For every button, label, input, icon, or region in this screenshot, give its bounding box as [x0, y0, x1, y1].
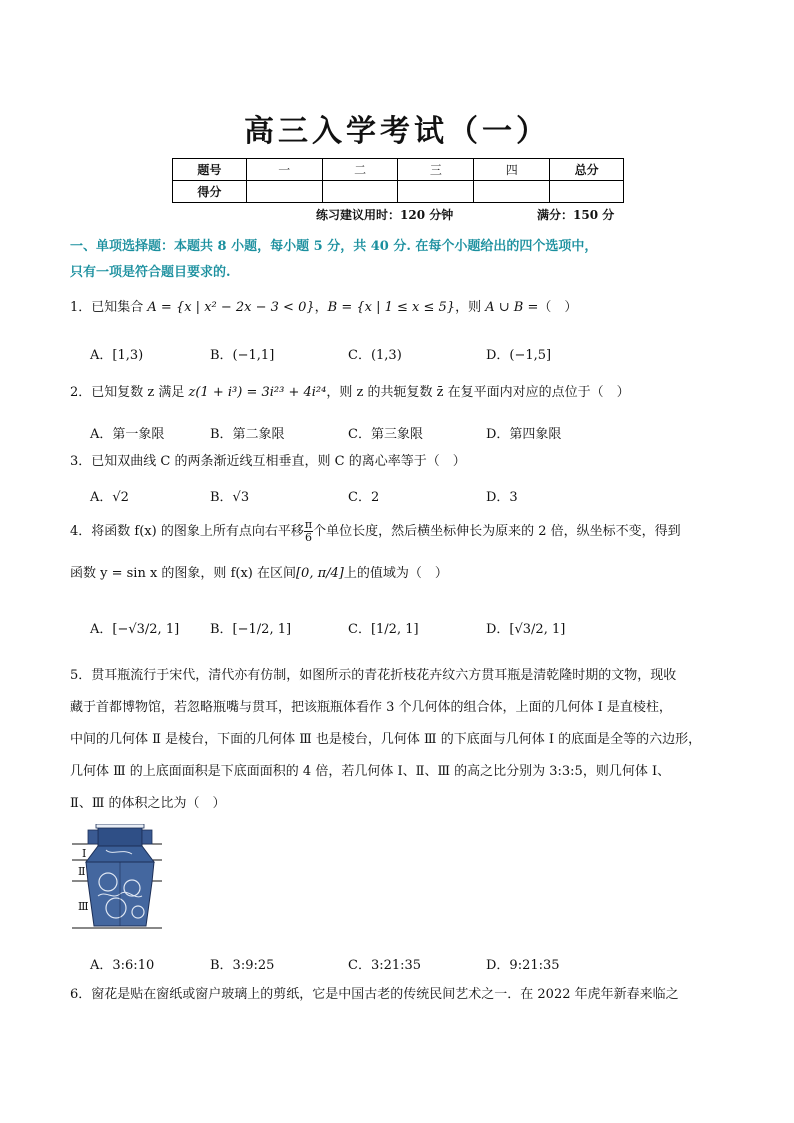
score-input-cell[interactable] — [474, 181, 550, 203]
page-title: 高三入学考试（一） — [244, 114, 550, 149]
question-line: 中间的几何体 Ⅱ 是棱台，下面的几何体 Ⅲ 也是棱台，几何体 Ⅲ 的下底面与几何体 Ⅰ 的底面是全等的六边形， — [70, 732, 702, 747]
question-3 — [70, 447, 732, 477]
score-table-header-row — [173, 159, 624, 181]
question-4 — [70, 517, 732, 547]
option-c[interactable]: C．3:21:35 — [348, 958, 422, 973]
option-a[interactable]: A．[−√3/2, 1] — [90, 622, 180, 637]
option-b[interactable]: B．√3 — [210, 490, 250, 505]
suggested-time: 练习建议用时：120 分钟 — [316, 208, 454, 222]
score-input-cell[interactable] — [322, 181, 398, 203]
option-c[interactable]: C．第三象限 — [348, 427, 423, 442]
question-1 — [70, 293, 732, 323]
question-text: 3．已知双曲线 C 的两条渐近线互相垂直，则 C 的离心率等于（ ） — [70, 454, 466, 469]
question-text: ， — [314, 300, 328, 315]
score-input-cell[interactable] — [398, 181, 474, 203]
fraction-denominator: 6 — [304, 531, 312, 544]
option-d[interactable]: D．9:21:35 — [486, 958, 560, 973]
question-text: 个单位长度，然后横坐标伸长为原来的 2 倍，纵坐标不变，得到 — [313, 524, 681, 539]
figure-label-1: Ⅰ — [82, 847, 87, 860]
option-c[interactable]: C．2 — [348, 490, 380, 505]
option-c[interactable]: C．(1,3) — [348, 348, 402, 363]
option-d[interactable]: D．3 — [486, 490, 518, 505]
fraction-numerator: π — [304, 518, 313, 531]
full-score: 满分：150 分 — [537, 208, 615, 222]
option-a[interactable]: A．[1,3) — [90, 348, 144, 363]
math-expression: A ∪ B — [485, 300, 524, 315]
figure-label-3: Ⅲ — [78, 900, 89, 913]
question-5 — [70, 660, 732, 820]
score-input-cell[interactable] — [550, 181, 624, 203]
score-cell: 四 — [474, 159, 550, 181]
math-expression: A = {x | x² − 2x − 3 < 0} — [147, 300, 315, 315]
option-a[interactable]: A．第一象限 — [90, 427, 165, 442]
question-4-line2 — [70, 559, 732, 589]
question-line: 藏于首都博物馆，若忽略瓶嘴与贯耳，把该瓶瓶体看作 3 个几何体的组合体，上面的几何体 Ⅰ 是直棱柱， — [70, 700, 672, 715]
math-expression: [0, π/4] — [295, 566, 344, 581]
question-text: ，则 z 的共轭复数 z̄ 在复平面内对应的点位于（ ） — [326, 385, 630, 400]
option-b[interactable]: B．3:9:25 — [210, 958, 275, 973]
option-d[interactable]: D．(−1,5] — [486, 348, 552, 363]
question-text: 函数 y = sin x 的图象，则 f(x) 在区间 — [70, 566, 296, 581]
score-cell: 题号 — [173, 159, 247, 181]
section-heading — [70, 234, 730, 286]
section-heading-line: 一、单项选择题：本题共 8 小题，每小题 5 分，共 40 分. 在每个小题给出的四个选项中， — [70, 239, 598, 254]
math-expression: z(1 + i³) = 3i²³ + 4i²⁴ — [188, 385, 327, 400]
score-cell: 一 — [246, 159, 322, 181]
score-table — [172, 158, 624, 203]
vase-ear-right — [142, 830, 152, 844]
vase-rim — [96, 824, 144, 828]
question-line: Ⅱ、Ⅲ 的体积之比为（ ） — [70, 796, 226, 811]
question-text: ，则 — [455, 300, 486, 315]
vase-figure — [72, 824, 162, 932]
section-heading-line: 只有一项是符合题目要求的. — [70, 265, 231, 280]
score-cell: 得分 — [173, 181, 247, 203]
score-cell: 二 — [322, 159, 398, 181]
vase-neck — [98, 826, 142, 846]
fraction — [304, 519, 313, 544]
option-a[interactable]: A．3:6:10 — [90, 958, 155, 973]
question-6 — [70, 980, 732, 1010]
question-line: 5．贯耳瓶流行于宋代，清代亦有仿制，如图所示的青花折枝花卉纹六方贯耳瓶是清乾隆时期的文物，现收 — [70, 668, 677, 683]
question-text: 上的值域为（ ） — [343, 566, 448, 581]
option-a[interactable]: A．√2 — [90, 490, 129, 505]
vase-ear-left — [88, 830, 98, 844]
question-line: 几何体 Ⅲ 的上底面面积是下底面面积的 4 倍，若几何体 Ⅰ、Ⅱ、Ⅲ 的高之比分别为 3:3:5，则几何体 Ⅰ、 — [70, 764, 671, 779]
score-input-cell[interactable] — [246, 181, 322, 203]
figure-label-2: Ⅱ — [78, 865, 86, 878]
vase-shoulder — [86, 846, 154, 862]
option-b[interactable]: B．第二象限 — [210, 427, 285, 442]
question-text: 2．已知复数 z 满足 — [70, 385, 189, 400]
math-expression: B = {x | 1 ≤ x ≤ 5} — [327, 300, 456, 315]
question-text: 4．将函数 f(x) 的图象上所有点向右平移 — [70, 524, 304, 539]
score-cell: 总分 — [550, 159, 624, 181]
question-text: =（ ） — [523, 300, 578, 315]
option-c[interactable]: C．[1/2, 1] — [348, 622, 419, 637]
score-table-score-row — [173, 181, 624, 203]
option-d[interactable]: D．[√3/2, 1] — [486, 622, 566, 637]
option-b[interactable]: B．(−1,1] — [210, 348, 275, 363]
option-b[interactable]: B．[−1/2, 1] — [210, 622, 292, 637]
question-2 — [70, 378, 732, 408]
question-text: 6．窗花是贴在窗纸或窗户玻璃上的剪纸，它是中国古老的传统民间艺术之一．在 2022 年虎年新春来临之 — [70, 987, 679, 1002]
question-text: 1．已知集合 — [70, 300, 148, 315]
option-d[interactable]: D．第四象限 — [486, 427, 562, 442]
score-cell: 三 — [398, 159, 474, 181]
